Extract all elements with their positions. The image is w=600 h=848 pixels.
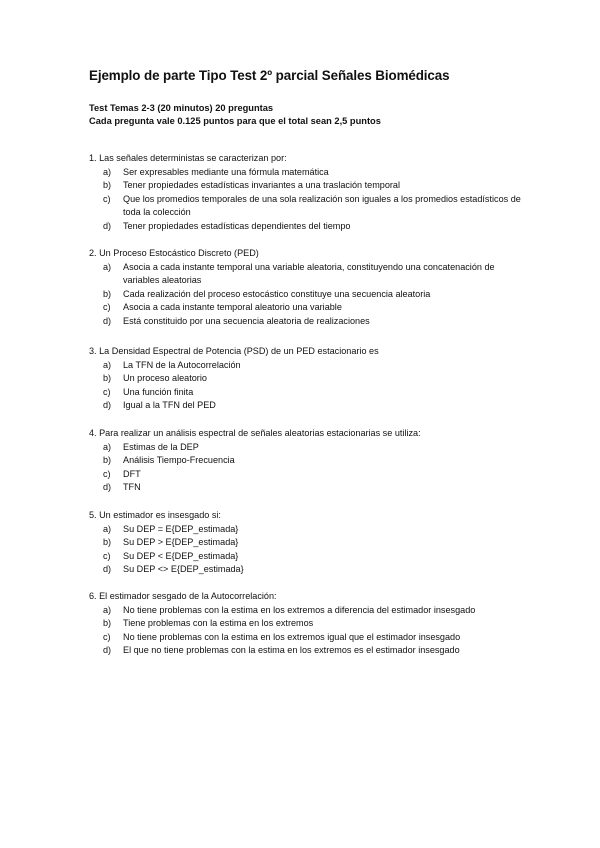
option-letter: d) [103, 400, 112, 411]
option-letter: d) [103, 315, 112, 326]
option-letter: c) [103, 386, 111, 397]
option-a [89, 261, 529, 288]
option-letter: b) [103, 618, 112, 629]
option-text: Asocia a cada instante temporal aleatorio una variable [123, 302, 342, 313]
option-letter: a) [103, 604, 112, 615]
option-text: Asocia a cada instante temporal una variable aleatoria, constituyendo una concatenación de variables aleatorias [123, 261, 495, 286]
option-text: Cada realización del proceso estocástico constituye una secuencia aleatoria [123, 288, 431, 299]
option-text: No tiene problemas con la estima en los extremos a diferencia del estimador insesgado [123, 604, 476, 615]
option-letter: a) [103, 166, 112, 177]
option-text: Está constituido por una secuencia aleatoria de realizaciones [123, 315, 370, 326]
option-letter: b) [103, 288, 112, 299]
question-text: 5. Un estimador es insesgado si: [89, 510, 221, 520]
question-text: 4. Para realizar un análisis espectral de señales aleatorias estacionarias se utiliza: [89, 428, 421, 438]
option-d [89, 315, 529, 329]
option-c [89, 468, 529, 482]
option-b [89, 454, 529, 468]
option-text: La TFN de la Autocorrelación [123, 359, 241, 370]
option-text: El que no tiene problemas con la estima en los extremos es el estimador insesgado [123, 645, 460, 656]
option-b [89, 288, 529, 302]
option-text: Tener propiedades estadísticas invariantes a una traslación temporal [123, 180, 401, 191]
option-b [89, 179, 529, 193]
option-text: Una función finita [123, 386, 194, 397]
question-4 [89, 427, 529, 495]
option-letter: a) [103, 441, 112, 452]
option-letter: a) [103, 359, 112, 370]
option-text: Su DEP = E{DEP_estimada} [123, 523, 239, 534]
option-letter: b) [103, 373, 112, 384]
option-letter: c) [103, 550, 111, 561]
option-text: Tiene problemas con la estima en los extremos [123, 618, 314, 629]
question-2 [89, 247, 529, 329]
option-letter: c) [103, 302, 111, 313]
option-letter: d) [103, 564, 112, 575]
option-c [89, 301, 529, 315]
document-title: Ejemplo de parte Tipo Test 2º parcial Señales Biomédicas [89, 68, 450, 83]
option-text: Un proceso aleatorio [123, 373, 207, 384]
option-text: Ser expresables mediante una fórmula matemática [123, 166, 329, 177]
option-c [89, 550, 529, 564]
option-letter: b) [103, 537, 112, 548]
question-text: 3. La Densidad Espectral de Potencia (PSD) de un PED estacionario es [89, 346, 379, 356]
option-c [89, 193, 529, 220]
option-d [89, 644, 549, 658]
option-letter: a) [103, 261, 112, 272]
option-letter: d) [103, 482, 112, 493]
option-a [89, 523, 529, 537]
option-text: Su DEP < E{DEP_estimada} [123, 550, 239, 561]
option-a [89, 359, 529, 373]
option-c [89, 386, 529, 400]
question-1 [89, 152, 529, 234]
option-b [89, 372, 529, 386]
option-d [89, 481, 529, 495]
question-5 [89, 509, 529, 577]
option-letter: c) [103, 631, 111, 642]
question-text: 1. Las señales deterministas se caracterizan por: [89, 153, 287, 163]
option-d [89, 399, 529, 413]
test-info: Test Temas 2-3 (20 minutos) 20 preguntas [89, 103, 274, 113]
option-letter: a) [103, 523, 112, 534]
question-3 [89, 345, 529, 413]
option-b [89, 617, 549, 631]
option-d [89, 220, 529, 234]
option-text: No tiene problemas con la estima en los extremos igual que el estimador insesgado [123, 631, 461, 642]
option-letter: d) [103, 220, 112, 231]
option-text: DFT [123, 468, 141, 479]
question-text: 6. El estimador sesgado de la Autocorrelación: [89, 591, 277, 601]
option-text: Análisis Tiempo-Frecuencia [123, 455, 235, 466]
option-a [89, 166, 529, 180]
option-letter: d) [103, 645, 112, 656]
option-b [89, 536, 529, 550]
option-text: Igual a la TFN del PED [123, 400, 216, 411]
option-text: Que los promedios temporales de una sola realización son iguales a los promedios estadísticos de toda la colección [123, 193, 521, 218]
scoring-info: Cada pregunta vale 0.125 puntos para que el total sean 2,5 puntos [89, 116, 381, 126]
option-text: Tener propiedades estadísticas dependientes del tiempo [123, 220, 351, 231]
option-a [89, 604, 549, 618]
option-text: TFN [123, 482, 141, 493]
option-text: Su DEP > E{DEP_estimada} [123, 537, 239, 548]
option-text: Estimas de la DEP [123, 441, 199, 452]
option-letter: b) [103, 455, 112, 466]
option-a [89, 441, 529, 455]
option-text: Su DEP <> E{DEP_estimada} [123, 564, 244, 575]
question-text: 2. Un Proceso Estocástico Discreto (PED) [89, 248, 259, 258]
option-letter: b) [103, 180, 112, 191]
question-6 [89, 590, 549, 658]
option-letter: c) [103, 468, 111, 479]
option-d [89, 563, 529, 577]
option-c [89, 631, 549, 645]
option-letter: c) [103, 193, 111, 204]
